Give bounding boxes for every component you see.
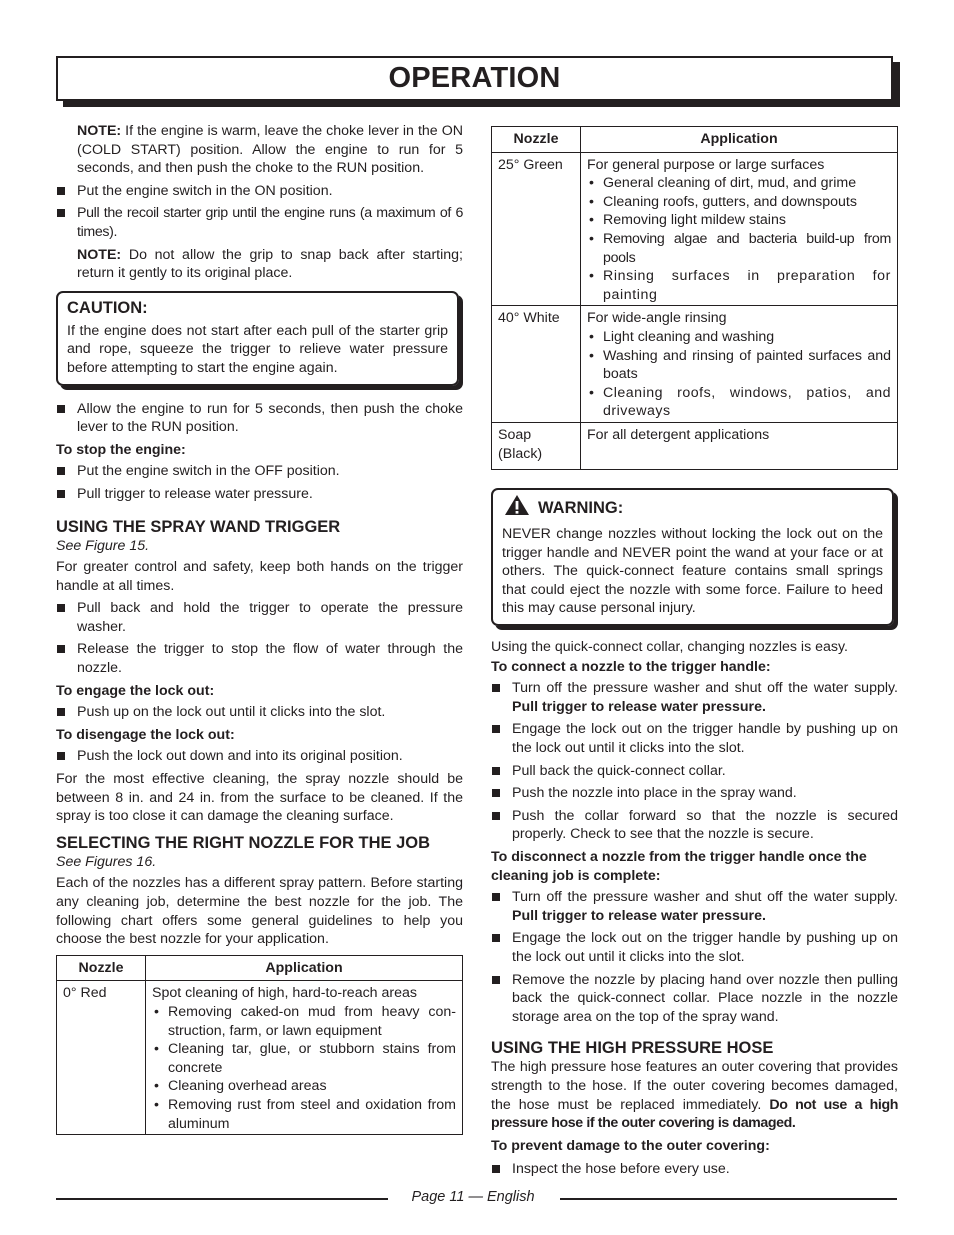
bullet-dot-icon: •	[589, 384, 595, 401]
bullet-dot-icon: •	[589, 212, 594, 229]
bullet-square-icon	[57, 604, 65, 612]
list-item: Pull back and hold the trigger to operate the pressure washer.	[56, 599, 463, 636]
list-item: • Removing rust from steel and oxidation from aluminum	[154, 1096, 456, 1132]
bullet-square-icon	[492, 934, 500, 942]
list-item: Engage the lock out on the trigger handle by pushing up on the lock out until it clicks into the slot.	[491, 929, 898, 966]
warning-box	[491, 488, 894, 626]
table-header-application: Application	[581, 127, 898, 153]
disconnect-heading: To disconnect a nozzle from the trigger handle once the cleaning job is complete:	[491, 849, 867, 884]
bullet-dot-icon: •	[154, 1078, 159, 1095]
list-item: Release the trigger to stop the flow of water through the nozzle.	[56, 640, 463, 677]
bullet-square-icon	[492, 767, 500, 775]
bullet-square-icon	[492, 1165, 500, 1173]
engage-lockout-heading: To engage the lock out:	[56, 682, 215, 699]
list-item: • Rinsing surfaces in preparation for painting	[589, 268, 891, 303]
table-cell-nozzle: 0° Red	[57, 981, 146, 1135]
list-item: • Washing and rinsing of painted surfaces and boats	[589, 347, 891, 383]
bullet-dot-icon: •	[589, 230, 594, 247]
bullet-square-icon	[57, 752, 65, 760]
list-item: Push the lock out down and into its original position.	[56, 747, 463, 766]
table-cell-nozzle: 25° Green	[492, 152, 581, 306]
bullet-dot-icon: •	[154, 1003, 159, 1020]
table-header-row	[57, 955, 463, 981]
list-item: • General cleaning of dirt, mud, and grime	[589, 175, 857, 192]
paragraph: The high pressure hose features an outer covering that provides strength to the hose. If the outer covering becomes damaged, the hose must be replaced immediately. Do not use a high pressure hose if the outer covering is damaged.	[491, 1059, 899, 1132]
list-item: Remove the nozzle by placing hand over nozzle then pulling back the quick-connect collar. Place nozzle in the nozzle storage area on the top of the spray wand.	[491, 971, 898, 1027]
note-grip: NOTE: Do not allow the grip to snap back after starting; return it gently to its original place.	[77, 246, 463, 282]
bullet-dot-icon: •	[589, 328, 594, 345]
table-cell-application: For wide-angle rinsing • Light cleaning and washing • Washing and rinsing of painted surfaces and boats • Cleaning roofs, windows, patios, and driveways	[581, 306, 898, 423]
warning-body: NEVER change nozzles without locking the lock out on the trigger handle and NEVER point the wand at your face or at others. The quick-connect feature contains small springs that could eject the nozzle with some force. Failure to heed this may cause personal injury.	[502, 526, 883, 617]
note-warm-engine: NOTE: If the engine is warm, leave the choke lever in the ON (COLD START) position. Allow the engine to run for 5 seconds, and then push the choke to the RUN position.	[77, 123, 463, 177]
bullet-square-icon	[492, 725, 500, 733]
list-item: • Cleaning tar, glue, or stubborn stains from concrete	[154, 1041, 456, 1076]
paragraph: For the most effective cleaning, the spray nozzle should be between 8 in. and 24 in. from the surface to be cleaned. If the spray is too close it can damage the cleaning surface.	[56, 771, 463, 825]
left-column	[56, 122, 463, 1135]
list-item: Push the nozzle into place in the spray wand.	[491, 784, 898, 803]
list-item: Put the engine switch in the OFF position.	[56, 462, 463, 481]
list-item: • Cleaning roofs, gutters, and downspouts	[589, 193, 857, 210]
table-header-application: Application	[146, 955, 463, 981]
page-number: Page 11 — English	[411, 1189, 535, 1205]
list-item: Pull trigger to release water pressure.	[56, 485, 463, 504]
figure-reference: See Figure 15.	[56, 537, 150, 554]
table-header-row	[492, 127, 898, 153]
table-row	[492, 152, 898, 306]
list-item: • Light cleaning and washing	[589, 328, 775, 345]
list-item: Push up on the lock out until it clicks into the slot.	[56, 703, 463, 722]
bullet-square-icon	[57, 467, 65, 475]
bullet-square-icon	[492, 976, 500, 984]
paragraph: Using the quick-connect collar, changing nozzles is easy.	[491, 639, 848, 656]
nozzle-table-left	[56, 955, 463, 1135]
bullet-dot-icon: •	[154, 1096, 159, 1113]
bullet-square-icon	[57, 187, 65, 195]
bullet-square-icon	[57, 645, 65, 653]
bullet-square-icon	[57, 490, 65, 498]
bullet-dot-icon: •	[589, 347, 594, 364]
section-heading-hose: USING THE HIGH PRESSURE HOSE	[491, 1039, 774, 1058]
list-item: • Removing light mildew stains	[589, 212, 786, 229]
bullet-dot-icon: •	[589, 193, 594, 210]
bullet-square-icon	[492, 893, 500, 901]
list-item: • Cleaning overhead areas	[154, 1078, 327, 1095]
bullet-square-icon	[57, 209, 65, 217]
connect-heading: To connect a nozzle to the trigger handle:	[491, 658, 771, 675]
list-item: Allow the engine to run for 5 seconds, then push the choke lever to the RUN position.	[56, 400, 463, 437]
warning-triangle-icon	[504, 494, 530, 522]
figure-reference: See Figures 16.	[56, 853, 157, 870]
bullet-square-icon	[57, 405, 65, 413]
list-item: Engage the lock out on the trigger handle by pushing up on the lock out until it clicks into the slot.	[491, 720, 898, 757]
section-heading-spray-wand: USING THE SPRAY WAND TRIGGER	[56, 517, 341, 536]
bullet-square-icon	[492, 812, 500, 820]
bullet-dot-icon: •	[589, 175, 594, 192]
bullet-square-icon	[57, 708, 65, 716]
stop-engine-heading: To stop the engine:	[56, 441, 186, 458]
page-title: OPERATION	[388, 62, 561, 94]
list-item: Turn off the pressure washer and shut off the water supply. Pull trigger to release water pressure.	[491, 888, 898, 925]
table-cell-application: For general purpose or large surfaces • General cleaning of dirt, mud, and grime • Cleaning roofs, gutters, and downspouts • Removing light mildew stains • Removing algae and bacteria build-up from pools • Rinsing surfaces in preparation for painting	[581, 152, 898, 306]
table-header-nozzle: Nozzle	[492, 127, 581, 153]
list-item: • Cleaning roofs, windows, patios, and driveways	[589, 384, 891, 420]
bullet-dot-icon: •	[589, 268, 595, 285]
table-cell-nozzle: 40° White	[492, 306, 581, 423]
right-column	[491, 126, 898, 1183]
list-item: Pull the recoil starter grip until the engine runs (a maximum of 6 times).	[56, 204, 463, 241]
bullet-dot-icon: •	[154, 1041, 159, 1058]
paragraph: For greater control and safety, keep both hands on the trigger handle at all times.	[56, 559, 463, 594]
disengage-lockout-heading: To disengage the lock out:	[56, 726, 235, 743]
bullet-square-icon	[492, 684, 500, 692]
caution-box	[56, 291, 459, 386]
list-item: • Removing caked-on mud from heavy con- struction, farm, or lawn equipment	[154, 1003, 456, 1039]
list-item: Push the collar forward so that the nozzle is secured properly. Check to see that the nozzle is secure.	[491, 807, 898, 844]
list-item: Inspect the hose before every use.	[491, 1160, 898, 1179]
nozzle-table-right	[491, 126, 898, 470]
list-item: Pull back the quick-connect collar.	[491, 762, 898, 781]
caution-body: If the engine does not start after each pull of the starter grip and rope, squeeze the trigger to relieve water pressure before attempting to start the engine again.	[67, 322, 448, 376]
table-cell-application: Spot cleaning of high, hard-to-reach areas • Removing caked-on mud from heavy con- struction, farm, or lawn equipment • Cleaning tar, glue, or stubborn stains from concrete • Cleaning overhead areas • Removing rust from steel and oxidation from aluminum	[146, 981, 463, 1135]
list-item: • Removing algae and bacteria build-up from pools	[589, 230, 891, 266]
table-cell-nozzle: Soap (Black)	[492, 422, 581, 469]
prevent-damage-heading: To prevent damage to the outer covering:	[491, 1137, 770, 1154]
section-heading-nozzle: SELECTING THE RIGHT NOZZLE FOR THE JOB	[56, 833, 431, 852]
paragraph: Each of the nozzles has a different spray pattern. Before starting any cleaning job, determine the best nozzle for the job. The following chart offers some general guidelines to help you choose the best nozzle for your application.	[56, 875, 463, 948]
warning-header	[502, 494, 883, 522]
warning-heading: WARNING:	[538, 499, 624, 518]
caution-heading: CAUTION:	[67, 298, 148, 317]
table-row	[57, 981, 463, 1135]
list-item: Turn off the pressure washer and shut off the water supply. Pull trigger to release water pressure.	[491, 679, 898, 716]
footer-rule-right	[560, 1198, 897, 1200]
footer-rule-left	[56, 1198, 388, 1200]
list-item: Put the engine switch in the ON position.	[56, 182, 463, 201]
table-row	[492, 422, 898, 469]
bullet-square-icon	[492, 789, 500, 797]
table-header-nozzle: Nozzle	[57, 955, 146, 981]
page-title-box	[56, 56, 893, 101]
table-row	[492, 306, 898, 423]
table-cell-application: For all detergent applications	[581, 422, 898, 469]
